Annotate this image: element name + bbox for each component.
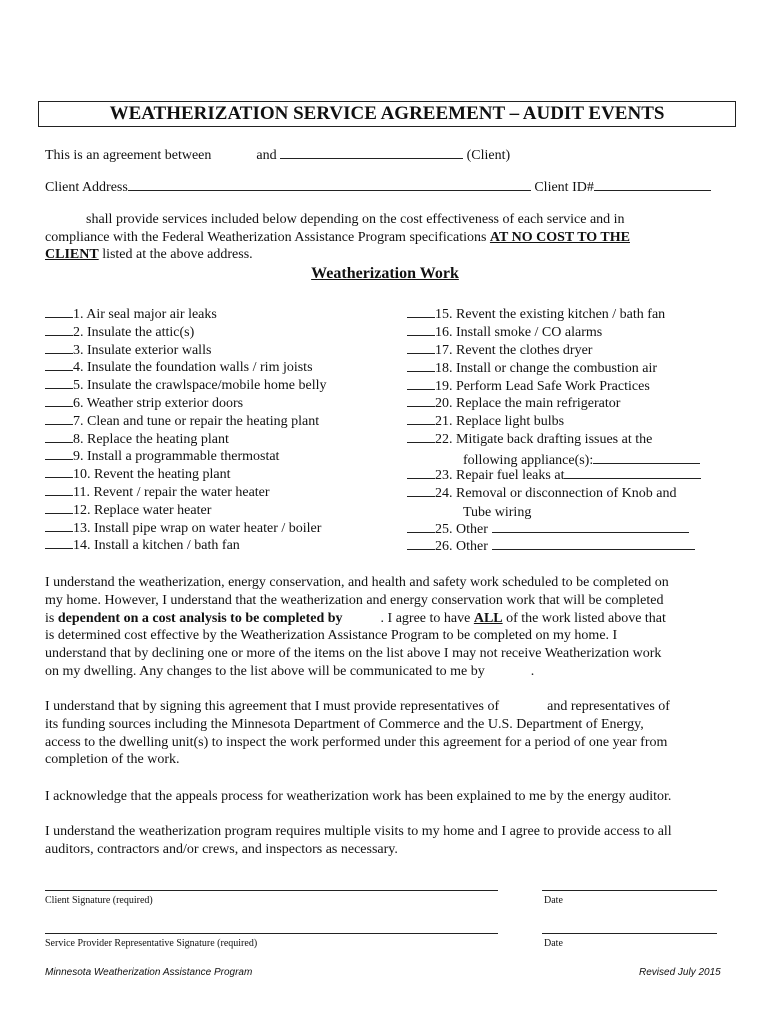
para2-l1b: and representatives of (547, 699, 670, 714)
work-item-fill-field[interactable] (492, 537, 695, 550)
work-item-checkbox-blank[interactable] (45, 536, 73, 549)
para4-line1: I understand the weatherization program requires multiple visits to my home and I agree to provide access to all (45, 824, 672, 839)
intro-line-1 (45, 146, 510, 164)
para1-l3d: ALL (473, 610, 503, 626)
para1-l3a: is (45, 610, 58, 626)
work-item-24 (407, 484, 676, 503)
work-item-label: 14. Install a kitchen / bath fan (73, 538, 240, 554)
para2-line2: its funding sources including the Minnesota Department of Commerce and the U.S. Department of Energy, (45, 716, 644, 732)
agreement-between-label: This is an agreement between (45, 148, 212, 163)
work-item-label: 6. Weather strip exterior doors (73, 396, 244, 411)
work-item-checkbox-blank[interactable] (407, 323, 435, 336)
provider-signature-line[interactable] (45, 933, 498, 934)
work-item-label: 3. Insulate exterior walls (73, 342, 212, 358)
work-item-label: 11. Revent / repair the water heater (73, 485, 270, 500)
work-item-16 (407, 323, 602, 342)
para4-line2: auditors, contractors and/or crews, and inspectors as necessary. (45, 841, 398, 857)
work-item-checkbox-blank[interactable] (45, 358, 73, 371)
work-item-11 (45, 483, 270, 502)
work-item-checkbox-blank[interactable] (45, 519, 73, 532)
paragraph-3: I acknowledge that the appeals process for weatherization work has been explained to me by the energy auditor. (45, 789, 672, 804)
footer-program: Minnesota Weatherization Assistance Program (45, 967, 253, 978)
provide-text-2a: compliance with the Federal Weatherization Assistance Program specifications (45, 230, 490, 245)
work-item-14 (45, 536, 240, 555)
work-item-checkbox-blank[interactable] (45, 465, 73, 478)
client-address-field[interactable] (128, 178, 531, 191)
provide-line-2 (45, 229, 630, 246)
document-title: WEATHERIZATION SERVICE AGREEMENT – AUDIT EVENTS (109, 103, 665, 124)
work-item-9 (45, 447, 279, 466)
para2-line3: access to the dwelling unit(s) to inspect the work performed under this agreement for a period of one year from (45, 734, 668, 750)
work-item-5 (45, 376, 326, 395)
client-date-label: Date (544, 895, 563, 906)
work-item-checkbox-blank[interactable] (45, 305, 73, 318)
work-item-label: 26. Other (435, 539, 488, 554)
work-item-8 (45, 430, 229, 449)
work-item-checkbox-blank[interactable] (45, 447, 73, 460)
para1-l3e: of the work listed above that (502, 610, 666, 626)
work-item-checkbox-blank[interactable] (45, 394, 73, 407)
work-item-label: 19. Perform Lead Safe Work Practices (435, 379, 650, 394)
work-item-6 (45, 394, 243, 413)
client-address-label: Client Address (45, 180, 128, 195)
client-id-field[interactable] (594, 178, 711, 191)
work-item-label: 1. Air seal major air leaks (73, 307, 217, 322)
work-item-checkbox-blank[interactable] (407, 537, 435, 550)
provider-date-line[interactable] (542, 933, 717, 934)
work-item-label: 23. Repair fuel leaks at (435, 468, 565, 483)
work-item-checkbox-blank[interactable] (45, 323, 73, 336)
and-label: and (256, 148, 277, 163)
provide-text-3b: listed at the above address. (98, 247, 253, 262)
footer-revised: Revised July 2015 (639, 967, 721, 978)
para1-line3 (45, 610, 725, 628)
work-item-checkbox-blank[interactable] (45, 430, 73, 443)
client-name-field[interactable] (280, 146, 463, 159)
item-22-appliance-field[interactable] (593, 451, 700, 464)
work-item-label: 22. Mitigate back drafting issues at the (435, 432, 653, 447)
client-signature-label: Client Signature (required) (45, 895, 153, 906)
work-item-checkbox-blank[interactable] (45, 501, 73, 514)
work-item-22 (407, 430, 652, 449)
para2-line1 (45, 698, 725, 716)
work-item-checkbox-blank[interactable] (45, 376, 73, 389)
item-22-continuation (463, 451, 700, 470)
work-item-label: 8. Replace the heating plant (73, 431, 229, 447)
provide-line-1: shall provide services included below depending on the cost effectiveness of each service and in (86, 212, 625, 227)
para1-l3b: dependent on a cost analysis to be completed by (57, 610, 343, 626)
client-label: (Client) (466, 148, 511, 163)
work-item-label: 25. Other (435, 522, 488, 537)
work-item-3 (45, 341, 211, 360)
para2-line4: completion of the work. (45, 752, 180, 768)
work-item-25 (407, 520, 689, 539)
para1-l6b: . (530, 663, 535, 679)
section-title: Weatherization Work (311, 265, 459, 282)
para1-line2: my home. However, I understand that the weatherization and energy conservation work that will be completed (45, 592, 664, 608)
work-item-checkbox-blank[interactable] (407, 377, 435, 390)
work-item-label: 5. Insulate the crawlspace/mobile home belly (73, 378, 327, 394)
client-id-label: Client ID# (534, 180, 594, 195)
paragraph-2 (45, 698, 725, 769)
work-item-fill-field[interactable] (492, 520, 689, 533)
work-item-26 (407, 537, 695, 556)
item-22-cont-text: following appliance(s): (463, 453, 594, 468)
client-emphasis: CLIENT (45, 247, 99, 262)
work-item-label: 24. Removal or disconnection of Knob and (435, 486, 677, 501)
work-item-label: 20. Replace the main refrigerator (435, 396, 621, 411)
work-item-4 (45, 358, 313, 377)
provider-signature-label: Service Provider Representative Signature (required) (45, 938, 258, 949)
work-item-label: 10. Revent the heating plant (73, 467, 231, 483)
work-item-label: 9. Install a programmable thermostat (73, 449, 280, 465)
work-item-checkbox-blank[interactable] (407, 341, 435, 354)
provide-line-3 (45, 246, 253, 263)
work-item-checkbox-blank[interactable] (407, 412, 435, 425)
work-item-checkbox-blank[interactable] (407, 466, 435, 479)
para1-line6 (45, 663, 725, 681)
work-item-label: 12. Replace water heater (73, 502, 212, 518)
work-item-label: 15. Revent the existing kitchen / bath fan (435, 307, 666, 322)
work-item-21 (407, 412, 564, 431)
work-item-label: 18. Install or change the combustion air (435, 361, 657, 376)
para1-line5: understand that by declining one or more of the items on the list above I may not receive Weatherization work (45, 646, 662, 662)
work-item-label: 13. Install pipe wrap on water heater / boiler (73, 520, 322, 536)
work-item-checkbox-blank[interactable] (407, 394, 435, 407)
work-item-20 (407, 394, 620, 413)
work-item-18 (407, 359, 657, 378)
work-item-checkbox-blank[interactable] (45, 483, 73, 496)
work-item-checkbox-blank[interactable] (45, 412, 73, 425)
work-item-12 (45, 501, 211, 520)
work-item-19 (407, 377, 650, 396)
provider-date-label: Date (544, 938, 563, 949)
work-item-2 (45, 323, 194, 342)
work-item-label: 16. Install smoke / CO alarms (435, 325, 603, 340)
work-item-13 (45, 519, 321, 538)
work-item-17 (407, 341, 592, 360)
work-item-label: 4. Insulate the foundation walls / rim joists (73, 360, 313, 376)
work-item-1 (45, 305, 217, 324)
paragraph-1 (45, 574, 725, 681)
client-date-line[interactable] (542, 890, 717, 891)
work-item-7 (45, 412, 319, 431)
para1-line4: is determined cost effective by the Weatherization Assistance Program to be completed on my home. I (45, 628, 618, 644)
work-item-checkbox-blank[interactable] (407, 305, 435, 318)
work-item-checkbox-blank[interactable] (407, 430, 435, 443)
item-24-continuation: Tube wiring (463, 505, 532, 520)
work-item-label: 7. Clean and tune or repair the heating plant (73, 413, 320, 429)
work-item-checkbox-blank[interactable] (45, 341, 73, 354)
work-item-15 (407, 305, 665, 324)
para1-l3c: . I agree to have (380, 610, 474, 626)
work-item-checkbox-blank[interactable] (407, 520, 435, 533)
work-item-checkbox-blank[interactable] (407, 359, 435, 372)
work-item-checkbox-blank[interactable] (407, 484, 435, 497)
work-item-label: 2. Insulate the attic(s) (73, 324, 195, 340)
client-signature-line[interactable] (45, 890, 498, 891)
work-item-10 (45, 465, 230, 484)
intro-line-2 (45, 178, 711, 196)
no-cost-text: AT NO COST TO THE (489, 230, 630, 245)
work-item-label: 21. Replace light bulbs (435, 414, 565, 429)
work-item-label: 17. Revent the clothes dryer (435, 343, 593, 358)
para1-line1: I understand the weatherization, energy conservation, and health and safety work scheduled to be completed on (45, 575, 669, 590)
para2-l1a: I understand that by signing this agreement that I must provide representatives of (45, 699, 500, 714)
para1-l6a: on my dwelling. Any changes to the list above will be communicated to me by (45, 663, 485, 679)
paragraph-4 (45, 823, 725, 859)
